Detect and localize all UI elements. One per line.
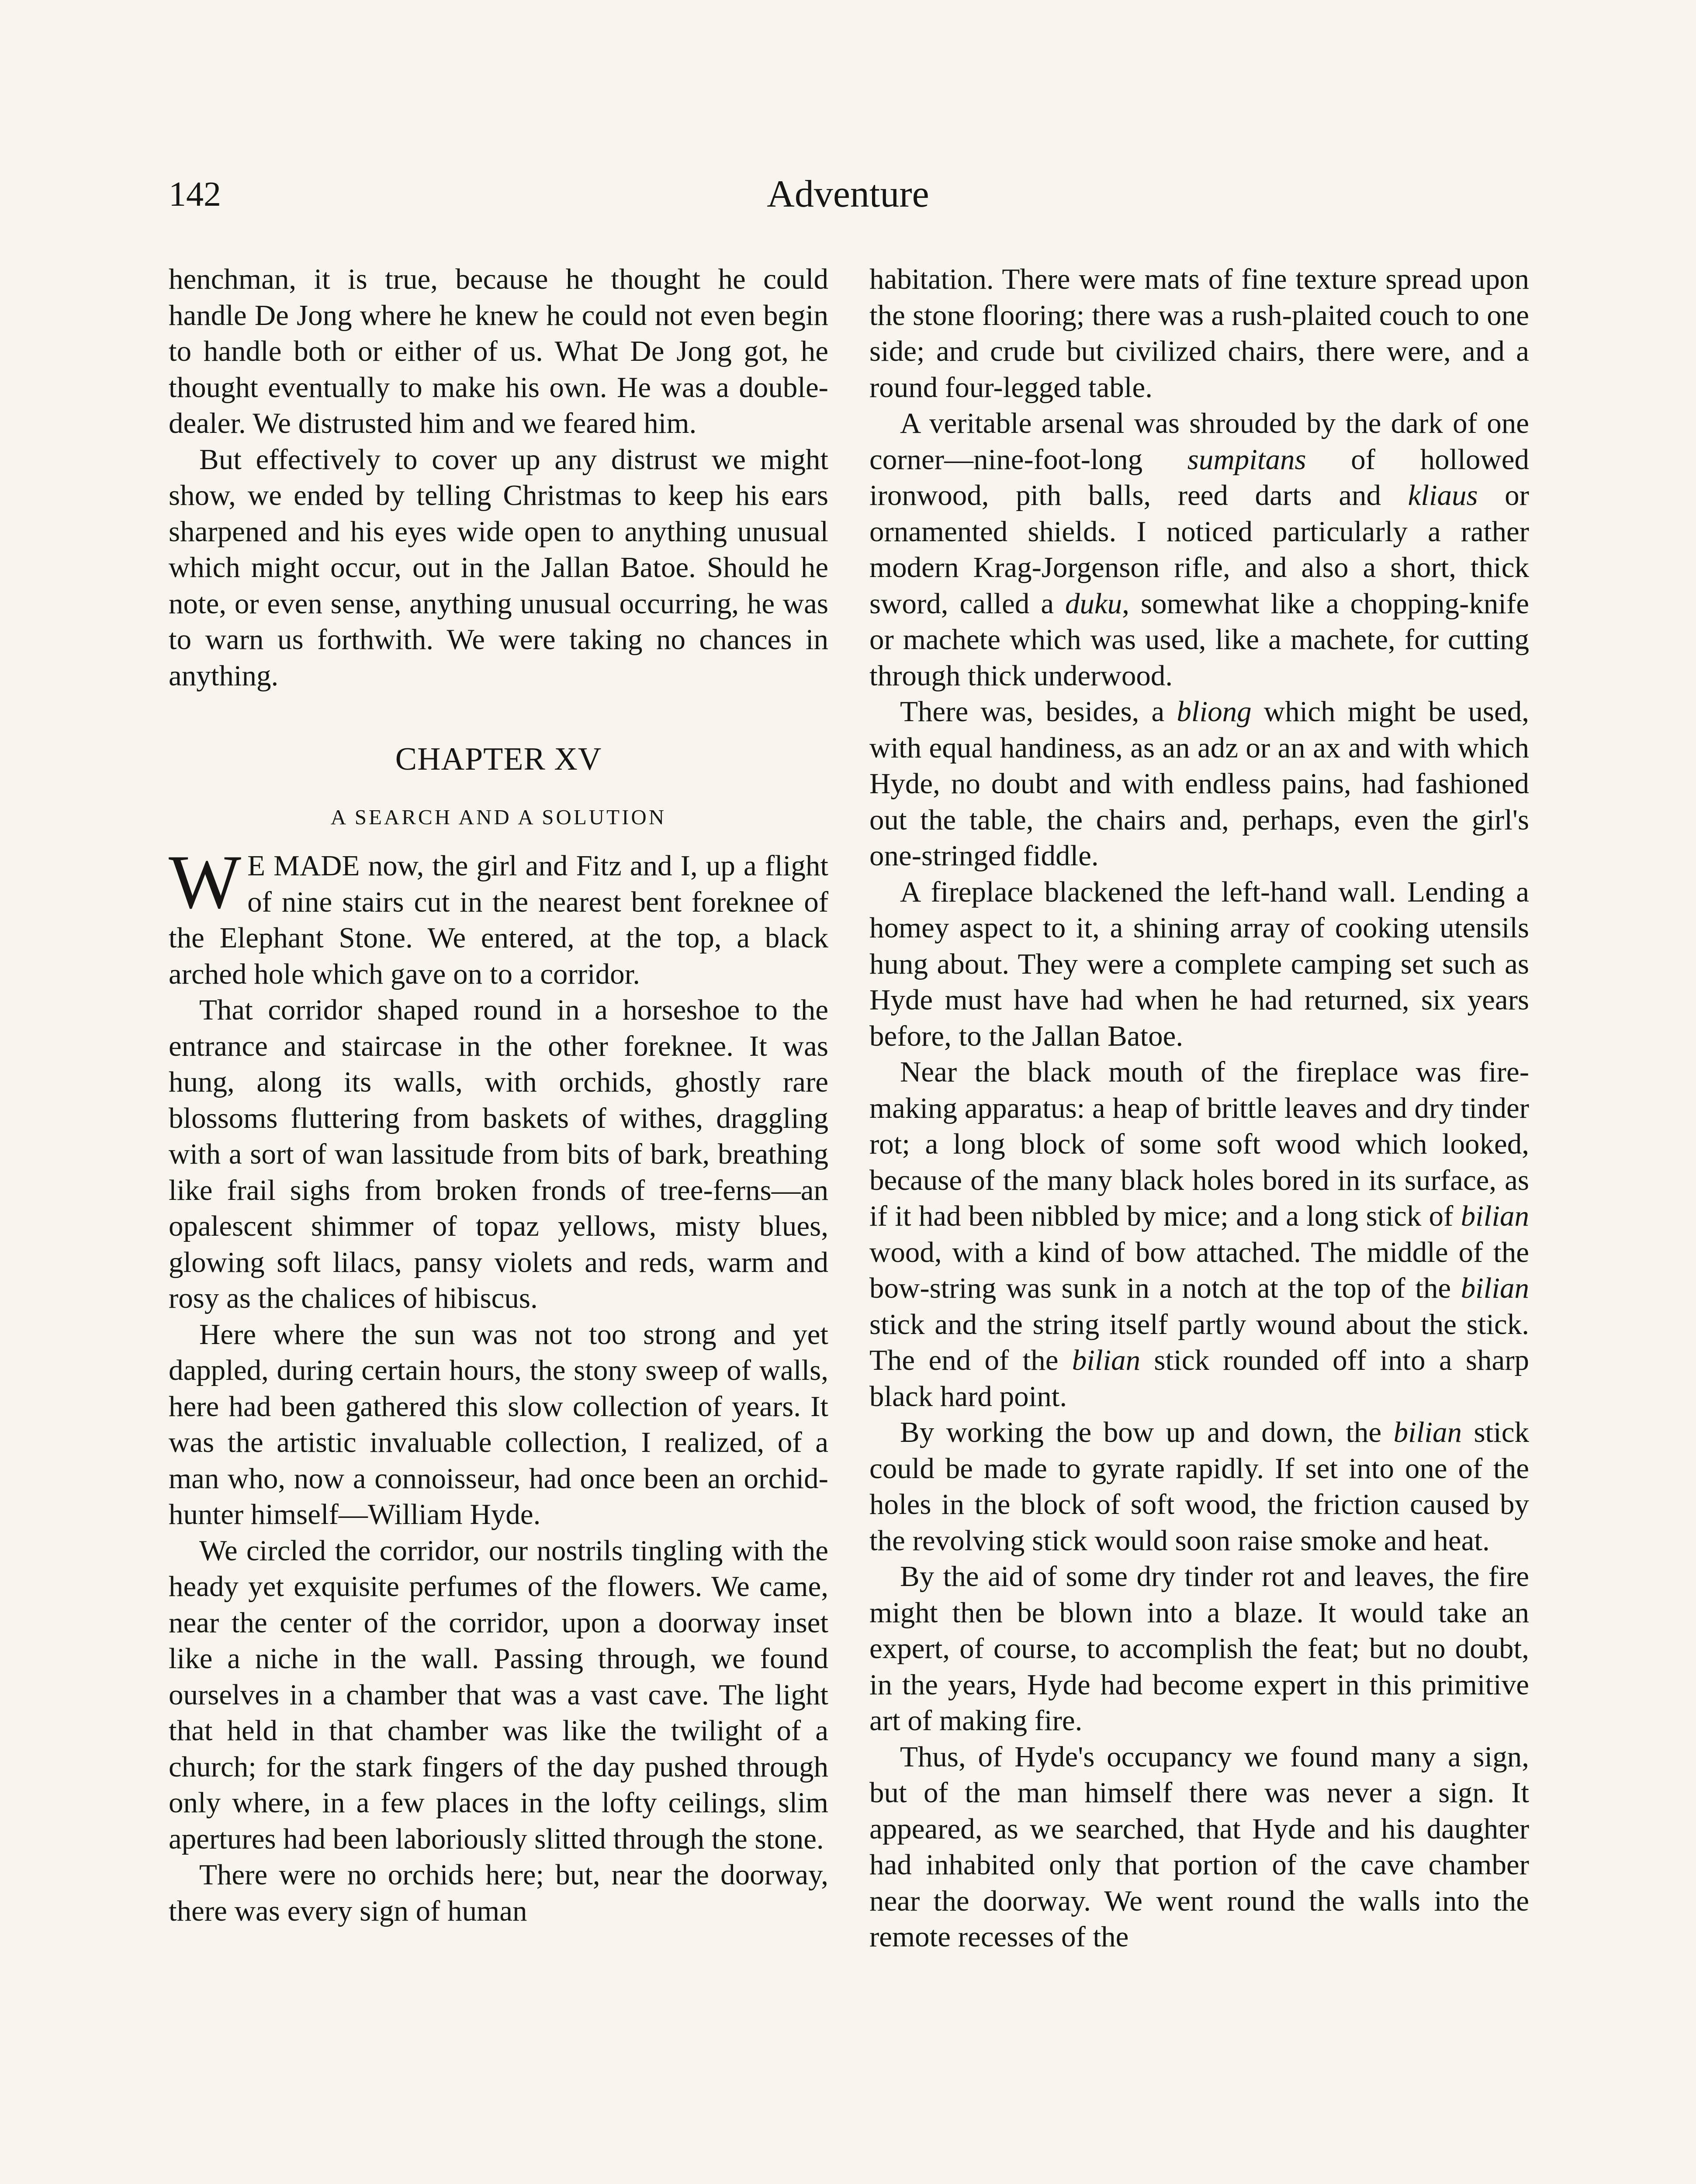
paragraph-text: E MADE now, the girl and Fitz and I, up a flight of nine stairs cut in the nearest bent foreknee of the Elephant Stone. We entered, at the top, a black arched hole which gave on to a corridor.: [169, 850, 828, 990]
running-head: [169, 168, 1527, 225]
paragraph: Here where the sun was not too strong and yet dappled, during certain hours, the stony sweep of walls, here had been gathered this slow collection of years. It was the artistic invaluable collection, I realized, of a man who, now a connoisseur, had once been an orchid-hunter himself—William Hyde.: [169, 1318, 828, 1531]
italic-term: kliaus: [1408, 479, 1478, 511]
chapter-title: CHAPTER XV: [395, 741, 602, 777]
italic-term: bilian: [1393, 1416, 1462, 1448]
paragraph-text: wood, with a kind of bow attached. The middle of the bow-string was sunk in a notch at the top of the: [869, 1236, 1529, 1304]
paragraph: We circled the corridor, our nostrils tingling with the heady yet exquisite perfumes of the flowers. We came, near the center of the corridor, upon a doorway inset like a niche in the wall. Passing through, we found ourselves in a chamber that was a vast cave. The light that held in that chamber was like the twilight of a church; for the stark fingers of the day pushed through only where, in a few places in the lofty ceilings, slim apertures had been laboriously slitted through the stone.: [169, 1534, 828, 1855]
paragraph: [869, 694, 1529, 874]
paragraph: [869, 405, 1529, 694]
paragraph: That corridor shaped round in a horseshoe to the entrance and staircase in the other foreknee. It was hung, along its walls, with orchids, ghostly rare blossoms fluttering from baskets of withes, draggling with a sort of wan lassitude from bits of bark, breathing like frail sighs from broken fronds of tree-ferns—an opalescent shimmer of topaz yellows, misty blues, glowing soft lilacs, pansy violets and reds, warm and rosy as the chalices of hibiscus.: [169, 994, 828, 1314]
italic-term: bilian: [1072, 1344, 1141, 1376]
paragraph-text: which might be used, with equal handiness, as an adz or an ax and with which Hyde, no doubt and with endless pains, had fashioned out the table, the chairs and, perhaps, even the girl's one-stringed fiddle.: [869, 695, 1529, 872]
left-text-column: [169, 261, 828, 1929]
paragraph-text: A veritable arsenal was shrouded by the dark of one corner—nine-foot-long: [869, 407, 1529, 476]
paragraph: Thus, of Hyde's occupancy we found many a sign, but of the man himself there was never a sign. It appeared, as we searched, that Hyde and his daughter had inhabited only that portion of the cave chamber near the doorway. We went round the walls into the remote recesses of the: [869, 1740, 1529, 1953]
paragraph-text: of hollowed ironwood, pith balls, reed darts and: [869, 443, 1529, 511]
chapter-subtitle: A SEARCH AND A SOLUTION: [330, 805, 667, 829]
right-text-column: [869, 261, 1529, 1955]
magazine-title: Adventure: [767, 173, 929, 215]
paragraph-text: , somewhat like a chopping-knife or machete which was used, like a machete, for cutting through thick underwood.: [869, 587, 1529, 692]
paragraph: [869, 1054, 1529, 1414]
paragraph: [869, 1414, 1529, 1559]
paragraph: A fireplace blackened the left-hand wall. Lending a homey aspect to it, a shining array of cooking utensils hung about. They were a complete camping set such as Hyde must have had when he had returned, six years before, to the Jallan Batoe.: [869, 875, 1529, 1052]
paragraph-text: There was, besides, a: [900, 695, 1177, 728]
paragraph-text: or ornamented shields. I noticed particularly a rather modern Krag-Jorgenson rifle, and also a short, thick sword, called a: [869, 479, 1529, 620]
paragraph-text: By working the bow up and down, the: [900, 1416, 1394, 1448]
italic-term: bliong: [1177, 695, 1252, 728]
drop-cap: W: [169, 840, 242, 925]
page-number: 142: [169, 175, 221, 214]
paragraph: henchman, it is true, because he thought he could handle De Jong where he knew he could not even begin to handle both or either of us. What De Jong got, he thought eventually to make his own. He was a double-dealer. We distrusted him and we feared him.: [169, 263, 828, 439]
paragraph: But effectively to cover up any distrust we might show, we ended by telling Christmas to keep his ears sharpened and his eyes wide open to anything unusual which might occur, out in the Jallan Batoe. Should he note, or even sense, anything unusual occurring, he was to warn us forthwith. We were taking no chances in anything.: [169, 443, 828, 692]
paragraph-text: stick rounded off into a sharp black hard point.: [869, 1344, 1529, 1413]
paragraph-text: stick and the string itself partly wound about the stick. The end of the: [869, 1308, 1529, 1376]
paragraph: habitation. There were mats of fine texture spread upon the stone flooring; there was a rush-plaited couch to one side; and crude but civilized chairs, there were, and a round four-legged table.: [869, 263, 1529, 404]
chapter-opening-paragraph: [169, 840, 828, 992]
paragraph-text: stick could be made to gyrate rapidly. If set into one of the holes in the block of soft wood, the friction caused by the revolving stick would soon raise smoke and heat.: [869, 1416, 1529, 1557]
italic-term: sumpitans: [1187, 443, 1306, 476]
italic-term: bilian: [1461, 1200, 1529, 1232]
italic-term: duku: [1065, 587, 1122, 620]
italic-term: bilian: [1461, 1272, 1529, 1304]
paragraph: There were no orchids here; but, near the doorway, there was every sign of human: [169, 1859, 828, 1927]
paragraph: By the aid of some dry tinder rot and leaves, the fire might then be blown into a blaze. It would take an expert, of course, to accomplish the feat; but no doubt, in the years, Hyde had become expert in this primitive art of making fire.: [869, 1560, 1529, 1737]
paragraph-text: Near the black mouth of the fireplace was fire-making apparatus: a heap of brittle leaves and dry tinder rot; a long block of some soft wood which looked, because of the many black holes bored in its surface, as if it had been nibbled by mice; and a long stick of: [869, 1056, 1529, 1232]
